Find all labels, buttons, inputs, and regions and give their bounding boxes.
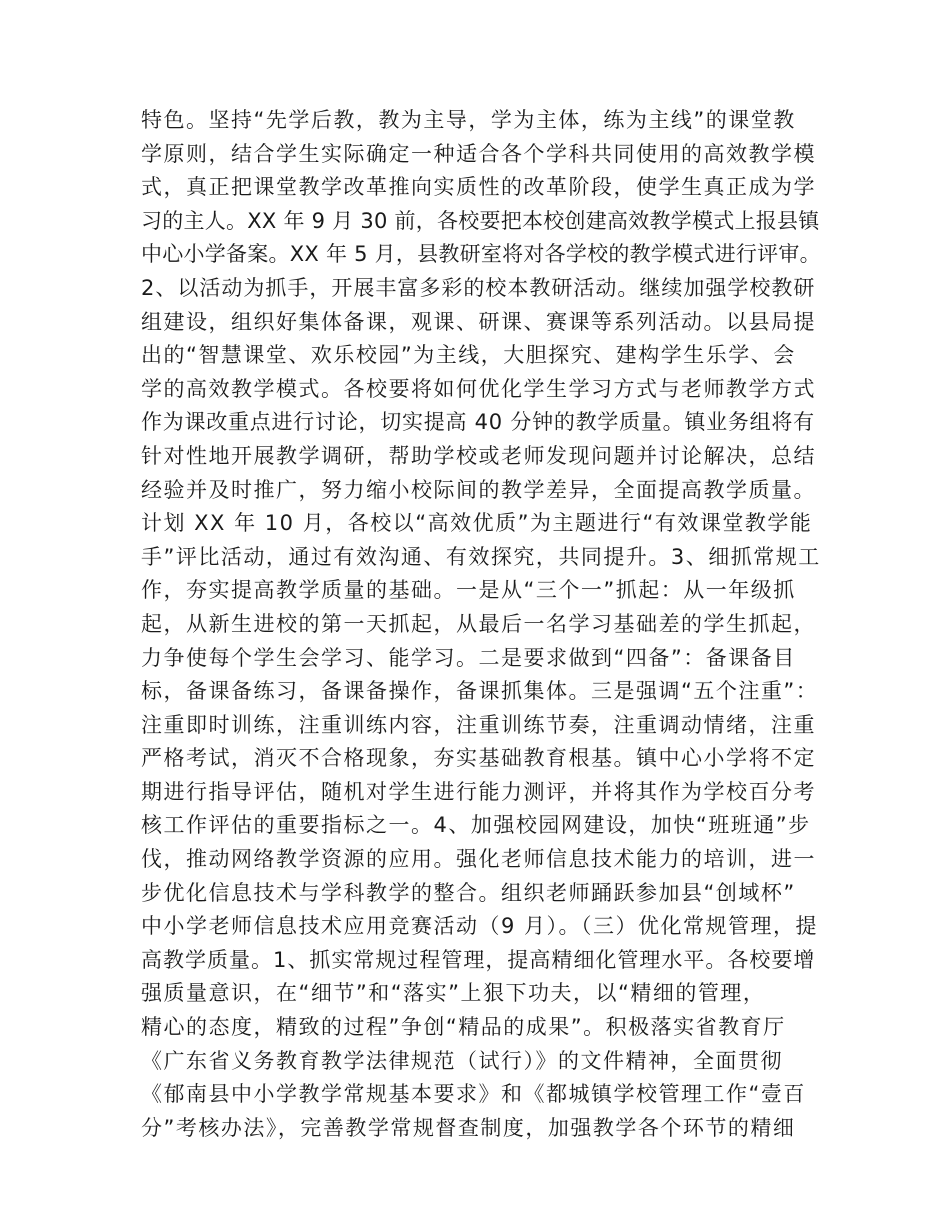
text-line: 核工作评估的重要指标之一。4、加强校园网建设，加快“班班通”步: [141, 813, 811, 838]
text-line: 式，真正把课堂教学改革推向实质性的改革阶段，使学生真正成为学: [141, 175, 816, 200]
text-line: 作为课改重点进行讨论，切实提高 40 分钟的教学质量。镇业务组将有: [141, 410, 815, 435]
text-line: 组建设，组织好集体备课，观课、研课、赛课等系列活动。以县局提: [141, 309, 816, 334]
text-line: 学原则，结合学生实际确定一种适合各个学科共同使用的高效教学模: [141, 141, 816, 166]
text-line: 学的高效教学模式。各校要将如何优化学生学习方式与老师教学方式: [141, 376, 816, 401]
text-line: 严格考试，消灭不合格现象，夯实基础教育根基。镇中心小学将不定: [141, 746, 816, 771]
text-line: 针对性地开展教学调研，帮助学校或老师发现问题并讨论解决，总结: [141, 443, 816, 468]
text-line: 经验并及时推广，努力缩小校际间的教学差异，全面提高教学质量。: [141, 477, 816, 502]
text-line: 标，备课备练习，备课备操作，备课抓集体。三是强调“五个注重”：: [141, 679, 819, 704]
text-line: 步优化信息技术与学科教学的整合。组织老师踊跃参加县“创域杯”: [141, 880, 796, 905]
text-line: 特色。坚持“先学后教，教为主导，学为主体，练为主线”的课堂教: [141, 108, 796, 132]
text-line: 高教学质量。1、抓实常规过程管理，提高精细化管理水平。各校要增: [141, 947, 816, 972]
text-line: 力争使每个学生会学习、能学习。二是要求做到“四备”：备课备目: [141, 645, 796, 670]
text-line: 精心的态度，精致的过程”争创“精品的成果”。积极落实省教育厅: [141, 1015, 786, 1040]
body-text: [141, 104, 821, 1145]
text-line: 计划 XX 年 10 月，各校以“高效优质”为主题进行“有效课堂教学能: [141, 511, 813, 536]
text-line: 《广东省义务教育教学法律规范（试行）》的文件精神，全面贯彻: [141, 1048, 783, 1073]
text-line: 强质量意识，在“细节”和“落实”上狠下功夫，以“精细的管理，: [141, 981, 766, 1006]
text-line: 伐，推动网络教学资源的应用。强化老师信息技术能力的培训，进一: [141, 847, 816, 872]
text-line: 起，从新生进校的第一天抓起，从最后一名学习基础差的学生抓起，: [141, 611, 816, 636]
text-line: 分”考核办法》，完善教学常规督查制度，加强教学各个环节的精细: [141, 1115, 796, 1140]
text-line: 手”评比活动，通过有效沟通、有效探究，共同提升。3、细抓常规工: [141, 544, 821, 569]
text-line: 2、以活动为抓手，开展丰富多彩的校本教研活动。继续加强学校教研: [141, 275, 816, 300]
text-line: 《郁南县中小学教学常规基本要求》和《都城镇学校管理工作“壹百: [141, 1082, 806, 1107]
text-line: 期进行指导评估，随机对学生进行能力测评，并将其作为学校百分考: [141, 779, 816, 804]
text-line: 中小学老师信息技术应用竞赛活动（9 月）。（三）优化常规管理，提: [141, 914, 819, 939]
text-line: 作，夯实提高教学质量的基础。一是从“三个一”抓起：从一年级抓: [141, 578, 796, 603]
text-line: 出的“智慧课堂、欢乐校园”为主线，大胆探究、建构学生乐学、会: [141, 343, 796, 368]
text-line: 中心小学备案。XX 年 5 月，县教研室将对各学校的教学模式进行评审。: [141, 242, 821, 267]
text-line: 习的主人。XX 年 9 月 30 前，各校要把本校创建高效教学模式上报县镇: [141, 208, 820, 233]
text-line: 注重即时训练，注重训练内容，注重训练节奏，注重调动情绪，注重: [141, 712, 816, 737]
